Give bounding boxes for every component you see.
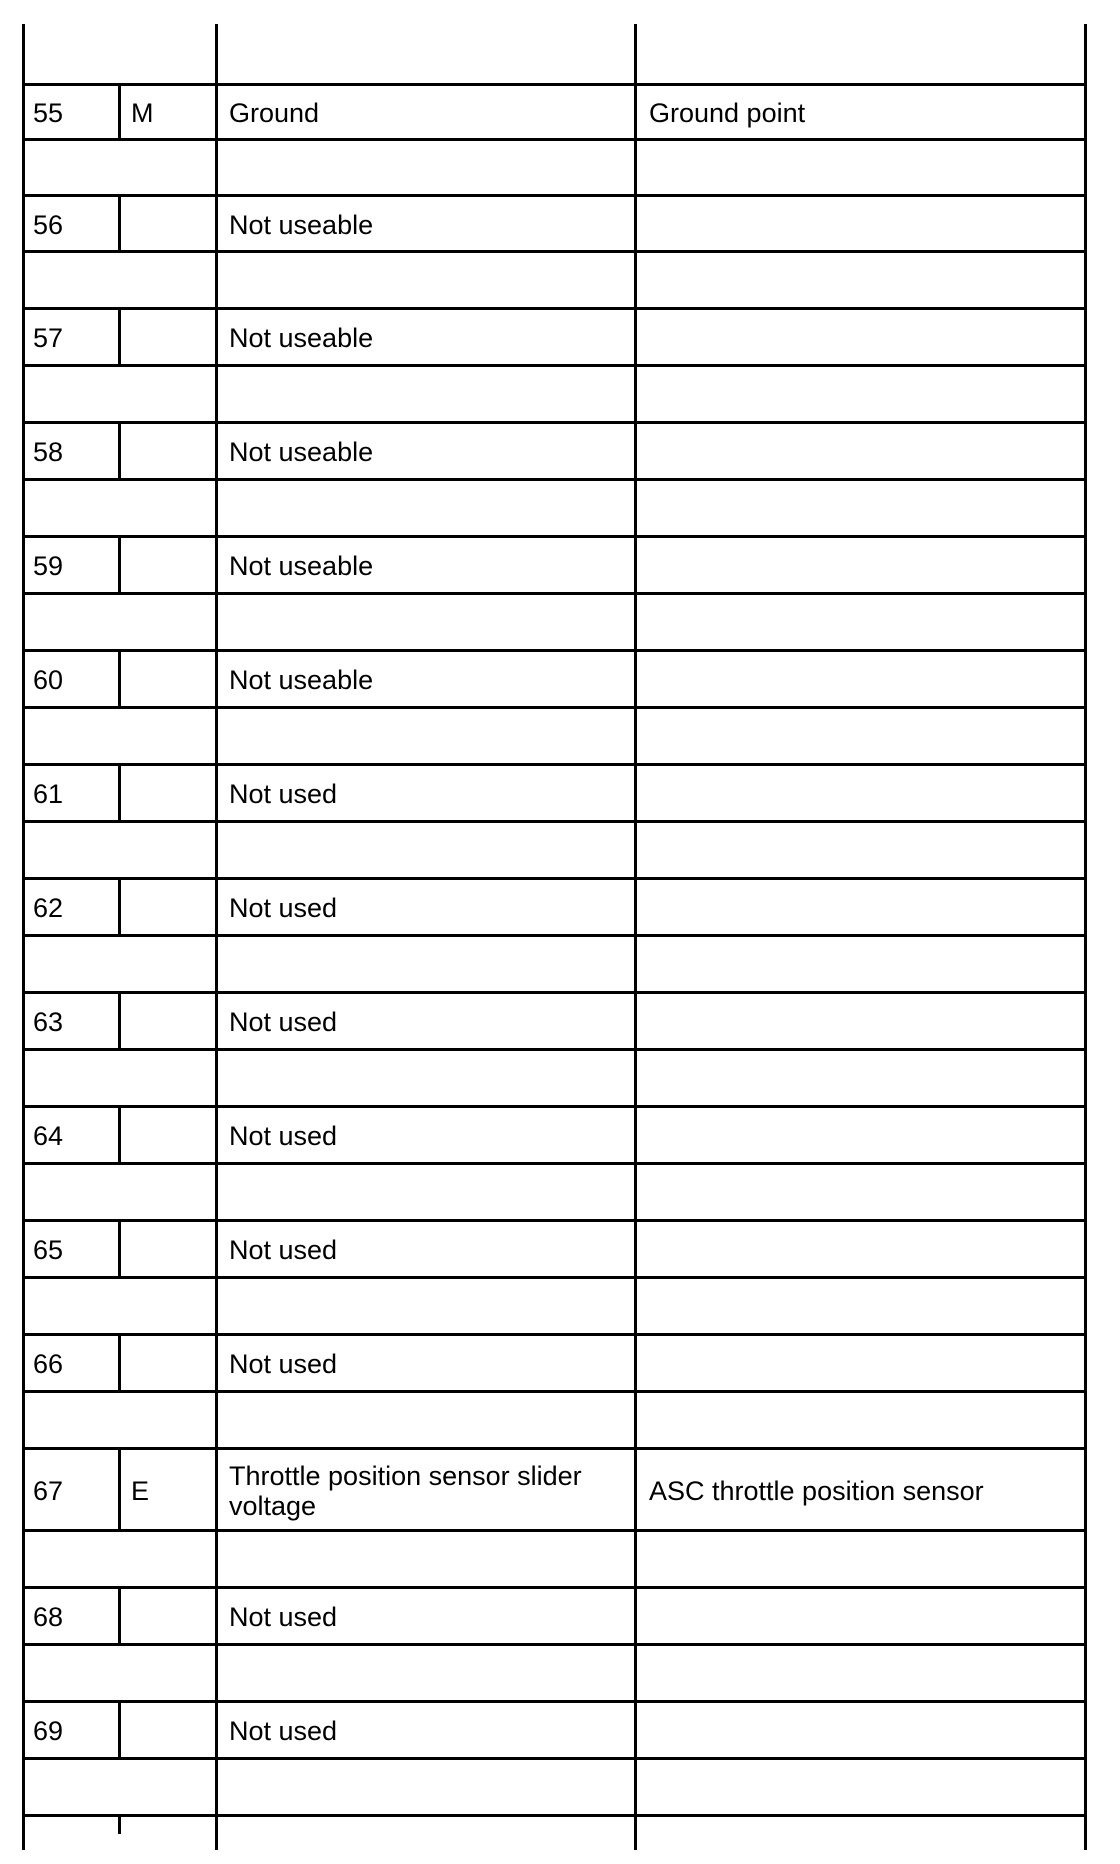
table-rule xyxy=(22,877,1087,880)
pin-number: 67 xyxy=(33,1476,64,1506)
component-name: ASC throttle position sensor xyxy=(649,1476,984,1506)
pin-number: 57 xyxy=(33,323,64,353)
table-rule xyxy=(22,706,1087,709)
pin-description: Not useable xyxy=(229,210,374,240)
table-rule xyxy=(22,83,1087,86)
pin-description: Not used xyxy=(229,779,338,809)
pin-number: 58 xyxy=(33,437,64,467)
pin-description: Not used xyxy=(229,1121,338,1151)
column-rule-type xyxy=(118,991,121,1051)
pin-description: Not useable xyxy=(229,437,374,467)
table-rule xyxy=(22,1333,1087,1336)
pin-description: Not used xyxy=(229,893,338,923)
table-rule xyxy=(22,1162,1087,1165)
pin-number: 63 xyxy=(33,1007,64,1037)
column-rule-type xyxy=(118,1586,121,1646)
table-rule xyxy=(22,991,1087,994)
table-rule xyxy=(22,1105,1087,1108)
table-rule xyxy=(22,820,1087,823)
column-rule-type xyxy=(118,1447,121,1532)
signal-type: E xyxy=(131,1476,150,1506)
column-rule-type xyxy=(118,194,121,253)
column-rule-type xyxy=(118,763,121,823)
table-rule xyxy=(22,364,1087,367)
table-rule xyxy=(22,1447,1087,1450)
pin-number: 55 xyxy=(33,98,64,128)
table-rule xyxy=(22,1390,1087,1393)
pin-description: Not used xyxy=(229,1349,338,1379)
pin-number: 60 xyxy=(33,665,64,695)
table-rule xyxy=(22,138,1087,141)
column-rule-type xyxy=(118,1700,121,1760)
table-rule xyxy=(22,1048,1087,1051)
pin-description: Not useable xyxy=(229,323,374,353)
column-rule-type xyxy=(118,1333,121,1393)
pin-description: Throttle position sensor slider voltage xyxy=(229,1461,582,1521)
pin-number: 62 xyxy=(33,893,64,923)
table-rule xyxy=(22,307,1087,310)
pin-number: 59 xyxy=(33,551,64,581)
column-rule-type xyxy=(118,1219,121,1279)
table-rule xyxy=(22,1700,1087,1703)
column-rule-type xyxy=(118,421,121,481)
table-rule xyxy=(22,934,1087,937)
table-rule xyxy=(22,1219,1087,1222)
pin-number: 68 xyxy=(33,1602,64,1632)
table-rule xyxy=(22,1276,1087,1279)
table-rule xyxy=(22,763,1087,766)
pin-description: Not used xyxy=(229,1716,338,1746)
pin-description: Not used xyxy=(229,1007,338,1037)
pin-description: Not useable xyxy=(229,665,374,695)
table-rule xyxy=(22,535,1087,538)
column-rule-type xyxy=(118,877,121,937)
column-rule-description xyxy=(215,24,218,1850)
column-rule-type xyxy=(118,1814,121,1834)
table-rule xyxy=(22,1814,1087,1817)
column-rule-type xyxy=(118,83,121,141)
component-name: Ground point xyxy=(649,98,806,128)
pin-number: 64 xyxy=(33,1121,64,1151)
column-rule-right xyxy=(1084,24,1087,1850)
table-rule xyxy=(22,592,1087,595)
table-rule xyxy=(22,1529,1087,1532)
table-rule xyxy=(22,421,1087,424)
pin-description: Not used xyxy=(229,1602,338,1632)
table-rule xyxy=(22,649,1087,652)
column-rule-left xyxy=(22,24,25,1850)
pin-number: 61 xyxy=(33,779,64,809)
pin-number: 69 xyxy=(33,1716,64,1746)
pin-number: 66 xyxy=(33,1349,64,1379)
column-rule-component xyxy=(634,24,637,1850)
table-rule xyxy=(22,250,1087,253)
table-rule xyxy=(22,1586,1087,1589)
pin-description: Ground xyxy=(229,98,320,128)
pin-description: Not useable xyxy=(229,551,374,581)
table-rule xyxy=(22,1643,1087,1646)
pin-description: Not used xyxy=(229,1235,338,1265)
pin-number: 65 xyxy=(33,1235,64,1265)
signal-type: M xyxy=(131,98,154,128)
column-rule-type xyxy=(118,649,121,709)
table-rule xyxy=(22,194,1087,197)
table-rule xyxy=(22,478,1087,481)
column-rule-type xyxy=(118,1105,121,1165)
column-rule-type xyxy=(118,307,121,367)
table-rule xyxy=(22,1757,1087,1760)
column-rule-type xyxy=(118,535,121,595)
pin-number: 56 xyxy=(33,210,64,240)
